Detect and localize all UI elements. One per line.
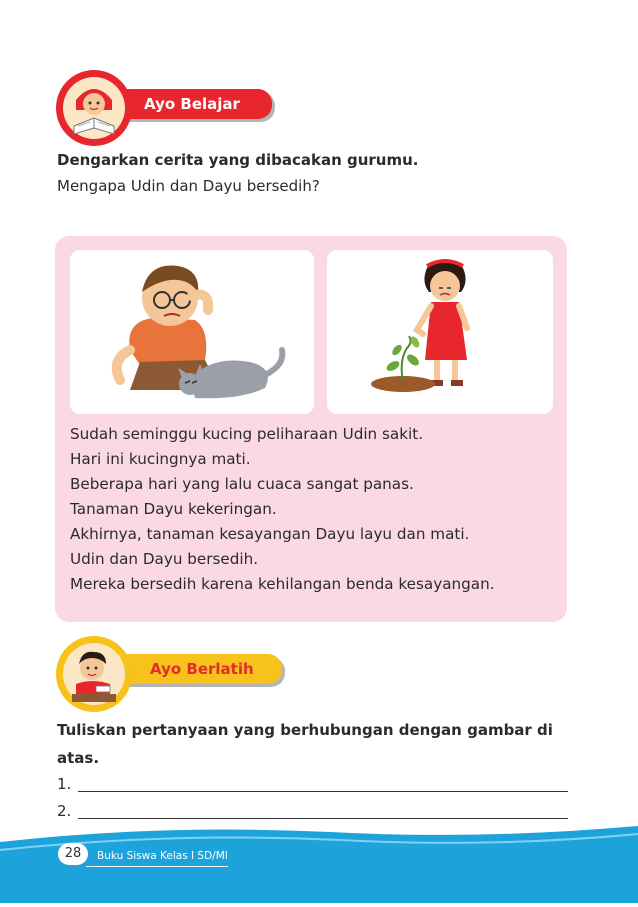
- writing-boy-icon: [56, 636, 132, 712]
- exercise-instruction-line1: Tuliskan pertanyaan yang berhubungan dengan gambar di: [57, 721, 553, 739]
- story-line: Sudah seminggu kucing peliharaan Udin sakit.: [70, 425, 424, 443]
- story-line: Beberapa hari yang lalu cuaca sangat panas.: [70, 475, 414, 493]
- exercise-instruction-line2: atas.: [57, 749, 100, 767]
- story-line: Tanaman Dayu kekeringan.: [70, 500, 277, 518]
- answer-number-2: 2.: [57, 802, 72, 820]
- answer-line-1[interactable]: [78, 776, 568, 792]
- section-title: Ayo Belajar: [144, 95, 240, 113]
- story-line: Akhirnya, tanaman kesayangan Dayu layu dan mati.: [70, 525, 470, 543]
- answer-number-1: 1.: [57, 775, 72, 793]
- story-text: [70, 422, 495, 597]
- girl-wilted-plant-illustration: [327, 250, 553, 414]
- story-line: Hari ini kucingnya mati.: [70, 450, 251, 468]
- footer-wave: [0, 820, 638, 903]
- boy-sad-cat-illustration: [70, 250, 314, 414]
- reading-girl-icon: [56, 70, 132, 146]
- question-text: Mengapa Udin dan Dayu bersedih?: [57, 177, 320, 195]
- book-title: Buku Siswa Kelas I SD/MI: [97, 850, 228, 862]
- story-line: Mereka bersedih karena kehilangan benda kesayangan.: [70, 575, 495, 593]
- page-number: 28: [58, 843, 88, 865]
- book-title-underline: [86, 866, 228, 867]
- section-title: Ayo Berlatih: [150, 660, 254, 678]
- story-line: Udin dan Dayu bersedih.: [70, 550, 259, 568]
- instruction-text: Dengarkan cerita yang dibacakan gurumu.: [57, 151, 419, 169]
- answer-line-2[interactable]: [78, 803, 568, 819]
- story-panel: [55, 236, 567, 622]
